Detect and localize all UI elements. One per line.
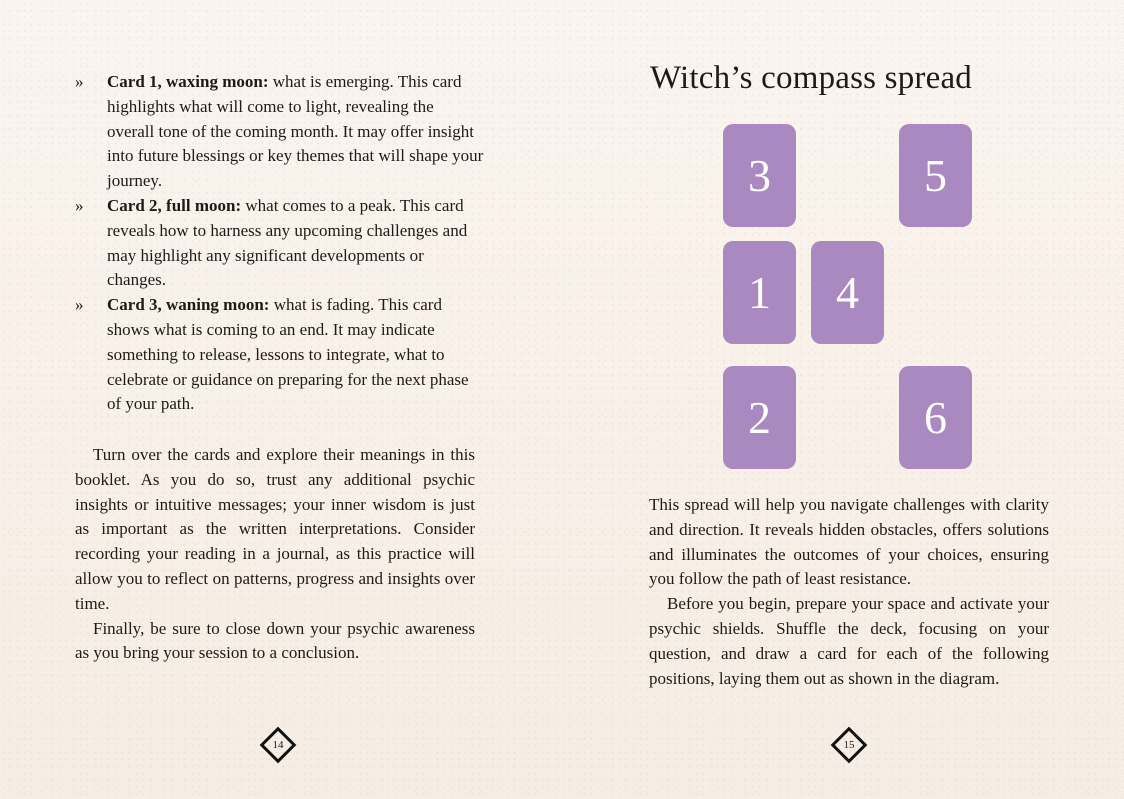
- paragraph: Before you begin, prepare your space and activate your psychic shields. Shuffle the deck, focusing on your question, and draw a card for each of the following positions, laying them out as shown in the diagram.: [649, 594, 1049, 688]
- card-position-6: 6: [899, 366, 972, 469]
- card-position-description: what is emerging. This card highlights what will come to light, revealing the overall tone of the coming month. It may offer insight into future blessings or key themes that will shape your journey.: [107, 72, 484, 191]
- card-position-description: what comes to a peak. This card reveals how to harness any upcoming challenges and may highlight any significant developments or changes.: [107, 195, 468, 290]
- left-body-text: [75, 443, 475, 666]
- bullet-marker: »: [75, 295, 84, 315]
- card-position-2: 2: [723, 366, 796, 469]
- card-position-1: 1: [723, 241, 796, 344]
- bullet-marker: »: [75, 72, 84, 91]
- page-number-badge: [830, 726, 868, 764]
- paragraph: Turn over the cards and explore their meanings in this booklet. As you do so, trust any additional psychic insights or intuitive messages; your inner wisdom is just as important as the written interpretations. Consider recording your reading in a journal, as this practice will allow you to reflect on patterns, progress and insights over time.: [75, 445, 475, 613]
- card-positions-list: [75, 70, 485, 417]
- page-number: 15: [843, 739, 855, 751]
- paragraph: This spread will help you navigate challenges with clarity and direction. It reveals hidden obstacles, offers solutions and illuminates the outcomes of your choices, ensuring you follow the path of least resistance.: [649, 495, 1049, 589]
- right-page: [562, 0, 1124, 799]
- card-position-title: Card 3, waning moon:: [107, 295, 270, 315]
- card-position-description: what is fading. This card shows what is coming to an end. It may indicate something to release, lessons to integrate, what to celebrate or guidance on preparing for the next phase of your path.: [107, 295, 469, 414]
- card-position-5: 5: [899, 124, 972, 227]
- list-item: [75, 70, 485, 194]
- bullet-marker: »: [75, 195, 84, 215]
- page-number-badge: [259, 726, 297, 764]
- right-body-text: [649, 493, 1049, 691]
- card-position-title: Card 2, full moon:: [107, 195, 242, 215]
- page-title: Witch’s compass spread: [650, 60, 972, 96]
- list-item: [75, 194, 485, 293]
- card-position-4: 4: [811, 241, 884, 344]
- page-number: 14: [272, 739, 284, 751]
- list-item: [75, 293, 485, 417]
- paragraph: Finally, be sure to close down your psychic awareness as you bring your session to a conclusion.: [75, 618, 475, 663]
- card-position-title: Card 1, waxing moon:: [107, 72, 269, 91]
- card-position-3: 3: [723, 124, 796, 227]
